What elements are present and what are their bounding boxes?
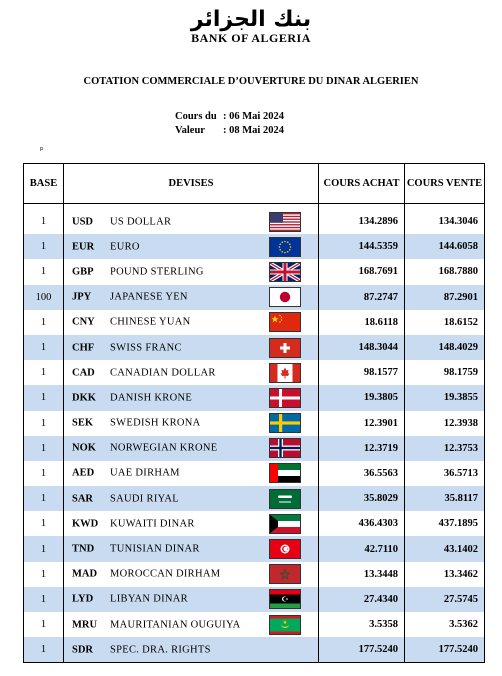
sell-rate-cell: 177.5240 bbox=[405, 637, 485, 663]
currency-name: LIBYAN DINAR bbox=[110, 593, 188, 605]
buy-rate-cell: 19.3805 bbox=[319, 385, 405, 410]
cours-label: Cours du bbox=[175, 111, 217, 122]
currency-cell bbox=[64, 486, 319, 511]
buy-rate-cell: 3.5358 bbox=[319, 612, 405, 637]
currency-name: UAE DIRHAM bbox=[110, 467, 180, 479]
ly-flag-icon bbox=[269, 589, 301, 609]
table-row bbox=[24, 385, 485, 410]
currency-name: TUNISIAN DINAR bbox=[110, 543, 200, 555]
base-cell: 1 bbox=[24, 310, 64, 335]
currency-cell bbox=[64, 209, 319, 234]
ma-flag-icon bbox=[269, 564, 301, 584]
mr-flag-icon bbox=[269, 615, 301, 635]
base-cell: 1 bbox=[24, 562, 64, 587]
currency-cell bbox=[64, 562, 319, 587]
buy-rate-cell: 98.1577 bbox=[319, 360, 405, 385]
currency-code: MAD bbox=[72, 568, 98, 580]
column-header-devises: DEVISES bbox=[64, 164, 319, 204]
table-row bbox=[24, 234, 485, 259]
ae-flag-icon bbox=[269, 463, 301, 483]
currency-code: SEK bbox=[72, 417, 94, 429]
tn-flag-icon bbox=[269, 539, 301, 559]
currency-code: CAD bbox=[72, 367, 95, 379]
currency-cell bbox=[64, 335, 319, 360]
currency-code: JPY bbox=[72, 291, 92, 303]
base-cell: 1 bbox=[24, 385, 64, 410]
sa-flag-icon bbox=[269, 489, 301, 509]
rates-table bbox=[23, 163, 485, 663]
document-title: COTATION COMMERCIALE D’OUVERTURE DU DINAR ALGERIEN bbox=[83, 76, 419, 87]
currency-name: KUWAITI DINAR bbox=[110, 518, 195, 530]
currency-code: LYD bbox=[72, 593, 94, 605]
sell-rate-cell: 13.3462 bbox=[405, 562, 485, 587]
table-row bbox=[24, 637, 485, 663]
us-flag-icon bbox=[269, 212, 301, 232]
currency-name: DANISH KRONE bbox=[110, 392, 193, 404]
column-header-base: BASE bbox=[24, 164, 64, 204]
small-note: p bbox=[40, 146, 44, 152]
currency-cell bbox=[64, 587, 319, 612]
sell-rate-cell: 87.2901 bbox=[405, 285, 485, 310]
sell-rate-cell: 148.4029 bbox=[405, 335, 485, 360]
currency-cell bbox=[64, 436, 319, 461]
eu-flag-icon bbox=[269, 237, 301, 257]
currency-code: EUR bbox=[72, 241, 95, 253]
table-row bbox=[24, 461, 485, 486]
sell-rate-cell: 35.8117 bbox=[405, 486, 485, 511]
buy-rate-cell: 42.7110 bbox=[319, 536, 405, 561]
currency-code: CHF bbox=[72, 342, 95, 354]
currency-name: MAURITANIAN OUGUIYA bbox=[110, 619, 241, 631]
base-cell: 100 bbox=[24, 285, 64, 310]
sell-rate-cell: 43.1402 bbox=[405, 536, 485, 561]
base-cell: 1 bbox=[24, 486, 64, 511]
currency-name: EURO bbox=[110, 241, 140, 253]
currency-cell bbox=[64, 285, 319, 310]
table-row bbox=[24, 486, 485, 511]
currency-code: MRU bbox=[72, 619, 98, 631]
buy-rate-cell: 13.3448 bbox=[319, 562, 405, 587]
buy-rate-cell: 144.5359 bbox=[319, 234, 405, 259]
sell-rate-cell: 27.5745 bbox=[405, 587, 485, 612]
table-header-row bbox=[24, 164, 485, 204]
currency-cell bbox=[64, 536, 319, 561]
sell-rate-cell: 12.3753 bbox=[405, 436, 485, 461]
buy-rate-cell: 134.2896 bbox=[319, 209, 405, 234]
currency-code: DKK bbox=[72, 392, 96, 404]
buy-rate-cell: 27.4340 bbox=[319, 587, 405, 612]
table-row bbox=[24, 411, 485, 436]
se-flag-icon bbox=[269, 413, 301, 433]
uk-flag-icon bbox=[269, 262, 301, 282]
currency-name: JAPANESE YEN bbox=[110, 291, 188, 303]
table-row bbox=[24, 587, 485, 612]
buy-rate-cell: 18.6118 bbox=[319, 310, 405, 335]
bank-arabic-logo: بنك الجزائر bbox=[190, 7, 312, 32]
base-cell: 1 bbox=[24, 209, 64, 234]
base-cell: 1 bbox=[24, 259, 64, 284]
cours-row bbox=[175, 110, 284, 124]
currency-cell bbox=[64, 310, 319, 335]
currency-code: USD bbox=[72, 216, 94, 228]
table-row bbox=[24, 310, 485, 335]
buy-rate-cell: 168.7691 bbox=[319, 259, 405, 284]
no-flag-icon bbox=[269, 438, 301, 458]
cours-value: : 06 Mai 2024 bbox=[223, 111, 284, 122]
table-row bbox=[24, 259, 485, 284]
base-cell: 1 bbox=[24, 234, 64, 259]
currency-code: KWD bbox=[72, 518, 99, 530]
table-row bbox=[24, 360, 485, 385]
sell-rate-cell: 134.3046 bbox=[405, 209, 485, 234]
table-row bbox=[24, 511, 485, 536]
currency-cell bbox=[64, 385, 319, 410]
table-row bbox=[24, 285, 485, 310]
currency-code: CNY bbox=[72, 316, 95, 328]
currency-cell bbox=[64, 360, 319, 385]
currency-name: SPEC. DRA. RIGHTS bbox=[110, 644, 211, 656]
currency-cell bbox=[64, 612, 319, 637]
currency-code: SAR bbox=[72, 493, 94, 505]
valeur-value: : 08 Mai 2024 bbox=[223, 125, 284, 136]
base-cell: 1 bbox=[24, 637, 64, 663]
cn-flag-icon bbox=[269, 312, 301, 332]
table-row bbox=[24, 536, 485, 561]
table-row bbox=[24, 612, 485, 637]
currency-name: CHINESE YUAN bbox=[110, 316, 191, 328]
currency-code: SDR bbox=[72, 644, 94, 656]
sell-rate-cell: 437.1895 bbox=[405, 511, 485, 536]
currency-name: NORWEGIAN KRONE bbox=[110, 442, 218, 454]
base-cell: 1 bbox=[24, 587, 64, 612]
bank-name: BANK OF ALGERIA bbox=[191, 31, 311, 45]
sell-rate-cell: 3.5362 bbox=[405, 612, 485, 637]
buy-rate-cell: 148.3044 bbox=[319, 335, 405, 360]
base-cell: 1 bbox=[24, 511, 64, 536]
currency-cell bbox=[64, 234, 319, 259]
buy-rate-cell: 12.3719 bbox=[319, 436, 405, 461]
currency-code: NOK bbox=[72, 442, 96, 454]
valeur-label: Valeur bbox=[175, 125, 205, 136]
base-cell: 1 bbox=[24, 335, 64, 360]
base-cell: 1 bbox=[24, 612, 64, 637]
valeur-row bbox=[175, 124, 284, 138]
base-cell: 1 bbox=[24, 360, 64, 385]
currency-code: TND bbox=[72, 543, 95, 555]
base-cell: 1 bbox=[24, 411, 64, 436]
table-row bbox=[24, 209, 485, 234]
currency-code: GBP bbox=[72, 266, 94, 278]
base-cell: 1 bbox=[24, 461, 64, 486]
base-cell: 1 bbox=[24, 536, 64, 561]
base-cell: 1 bbox=[24, 436, 64, 461]
sell-rate-cell: 98.1759 bbox=[405, 360, 485, 385]
currency-cell bbox=[64, 461, 319, 486]
table-row bbox=[24, 335, 485, 360]
currency-cell bbox=[64, 259, 319, 284]
jp-flag-icon bbox=[269, 287, 301, 307]
buy-rate-cell: 436.4303 bbox=[319, 511, 405, 536]
kw-flag-icon bbox=[269, 514, 301, 534]
column-header-vente: COURS VENTE bbox=[405, 164, 485, 204]
buy-rate-cell: 35.8029 bbox=[319, 486, 405, 511]
currency-cell bbox=[64, 511, 319, 536]
buy-rate-cell: 36.5563 bbox=[319, 461, 405, 486]
sell-rate-cell: 168.7880 bbox=[405, 259, 485, 284]
table-row bbox=[24, 562, 485, 587]
sell-rate-cell: 18.6152 bbox=[405, 310, 485, 335]
sell-rate-cell: 19.3855 bbox=[405, 385, 485, 410]
ch-flag-icon bbox=[269, 338, 301, 358]
buy-rate-cell: 177.5240 bbox=[319, 637, 405, 663]
currency-name: SWISS FRANC bbox=[110, 342, 182, 354]
table-row bbox=[24, 436, 485, 461]
ca-flag-icon bbox=[269, 363, 301, 383]
currency-name: SWEDISH KRONA bbox=[110, 417, 201, 429]
currency-cell bbox=[64, 637, 319, 663]
currency-code: AED bbox=[72, 467, 95, 479]
sell-rate-cell: 12.3938 bbox=[405, 411, 485, 436]
column-header-achat: COURS ACHAT bbox=[319, 164, 405, 204]
buy-rate-cell: 87.2747 bbox=[319, 285, 405, 310]
currency-cell bbox=[64, 411, 319, 436]
currency-name: SAUDI RIYAL bbox=[110, 493, 179, 505]
currency-name: CANADIAN DOLLAR bbox=[110, 367, 216, 379]
currency-name: MOROCCAN DIRHAM bbox=[110, 568, 221, 580]
sell-rate-cell: 36.5713 bbox=[405, 461, 485, 486]
currency-name: US DOLLAR bbox=[110, 216, 172, 228]
buy-rate-cell: 12.3901 bbox=[319, 411, 405, 436]
date-block bbox=[175, 110, 284, 138]
dk-flag-icon bbox=[269, 388, 301, 408]
bank-header bbox=[0, 6, 502, 44]
currency-name: POUND STERLING bbox=[110, 266, 204, 278]
sell-rate-cell: 144.6058 bbox=[405, 234, 485, 259]
